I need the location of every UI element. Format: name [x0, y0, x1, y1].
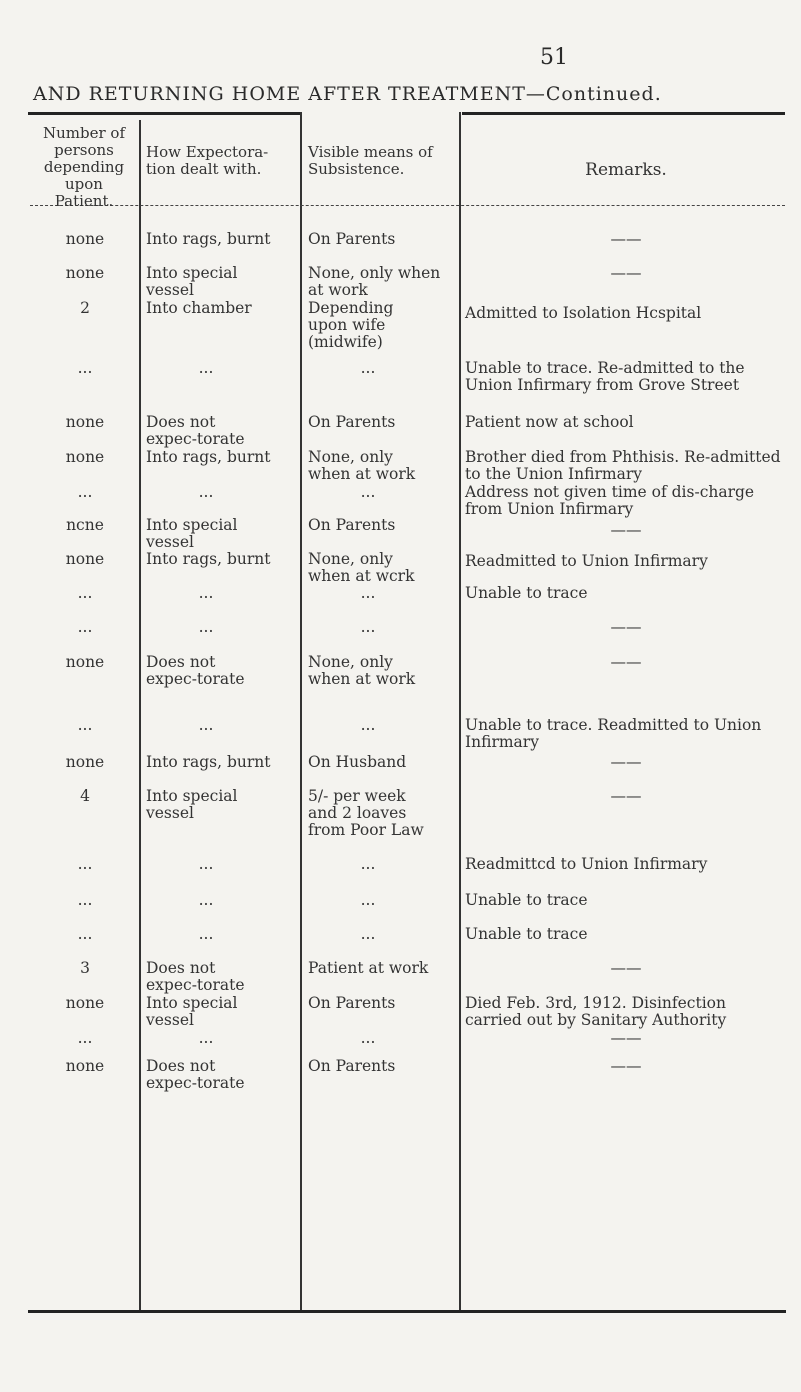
header-divider — [30, 205, 785, 206]
table-cell: ... — [360, 891, 376, 909]
table-cell: none — [65, 413, 105, 431]
top-rule-left — [28, 112, 300, 115]
table-cell: Does not expec-torate — [146, 959, 245, 994]
table-cell: ... — [360, 359, 376, 377]
table-cell: Patient at work — [308, 959, 429, 977]
table-cell: ... — [77, 855, 93, 873]
header-remarks: Remarks. — [585, 160, 667, 180]
table-cell: Unable to trace. Re-admitted to the Union Infirmary from Grove Street — [465, 359, 745, 394]
table-cell: 3 — [80, 959, 90, 977]
table-cell: Into rags, burnt — [146, 550, 271, 568]
table-cell: Brother died from Phthisis. Re-admitted to the Union Infirmary — [465, 448, 781, 483]
table-cell: —— — [610, 787, 642, 805]
table-cell: ... — [198, 925, 214, 943]
table-cell: None, only when at work — [308, 653, 416, 688]
table-cell: Does not expec-torate — [146, 413, 245, 448]
table-cell: On Parents — [308, 230, 396, 248]
table-cell: —— — [610, 959, 642, 977]
table-cell: Into special vessel — [146, 264, 238, 299]
table-cell: ... — [198, 618, 214, 636]
table-cell: ncne — [66, 516, 104, 534]
top-rule-right — [462, 112, 785, 115]
table-cell: Patient now at school — [465, 413, 634, 431]
table-cell: —— — [610, 264, 642, 282]
table-cell: ... — [77, 359, 93, 377]
table-cell: none — [65, 653, 105, 671]
table-cell: none — [65, 230, 105, 248]
table-cell: 2 — [80, 299, 90, 317]
table-cell: On Parents — [308, 413, 396, 431]
table-cell: ... — [198, 891, 214, 909]
page-title: AND RETURNING HOME AFTER TREATMENT—Continued. — [33, 83, 662, 105]
table-cell: ... — [77, 618, 93, 636]
page-number: 51 — [540, 45, 568, 70]
table-cell: ... — [198, 1029, 214, 1047]
table-cell: —— — [610, 753, 642, 771]
table-cell: none — [65, 1057, 105, 1075]
table-cell: —— — [610, 230, 642, 248]
table-cell: On Parents — [308, 516, 396, 534]
table-cell: ... — [360, 584, 376, 602]
table-cell: Readmitted to Union Infirmary — [465, 552, 708, 570]
table-cell: Readmittcd to Union Infirmary — [465, 855, 708, 873]
table-cell: Unable to trace — [465, 891, 588, 909]
table-cell: 5/- per week and 2 loaves from Poor Law — [308, 787, 424, 839]
table-cell: ... — [77, 483, 93, 501]
column-divider — [139, 120, 141, 1310]
table-cell: none — [65, 753, 105, 771]
table-cell: ... — [198, 359, 214, 377]
table-cell: none — [65, 264, 105, 282]
table-cell: —— — [610, 618, 642, 636]
table-cell: Into rags, burnt — [146, 753, 271, 771]
header-expectoration: How Expectora-tion dealt with. — [146, 143, 269, 178]
table-cell: ... — [77, 925, 93, 943]
header-subsistence: Visible means of Subsistence. — [308, 143, 433, 178]
table-cell: Into rags, burnt — [146, 230, 271, 248]
table-cell: Does not expec-torate — [146, 653, 245, 688]
table-cell: On Husband — [308, 753, 407, 771]
table-cell: Unable to trace. Readmitted to Union Infirmary — [465, 716, 762, 751]
table-cell: —— — [610, 1057, 642, 1075]
column-divider — [300, 112, 302, 1310]
table-cell: —— — [610, 653, 642, 671]
table-cell: Does not expec-torate — [146, 1057, 245, 1092]
table-cell: ... — [77, 584, 93, 602]
table-cell: ... — [77, 891, 93, 909]
column-divider — [459, 112, 461, 1310]
table-cell: Unable to trace — [465, 584, 588, 602]
table-cell: Unable to trace — [465, 925, 588, 943]
table-cell: none — [65, 448, 105, 466]
table-cell: 4 — [80, 787, 90, 805]
table-cell: —— — [610, 521, 642, 539]
header-number-of-persons: Number of persons depending upon Patient. — [42, 124, 125, 210]
table-cell: ... — [360, 855, 376, 873]
table-cell: Admitted to Isolation Hcspital — [465, 304, 702, 322]
table-cell: ... — [198, 716, 214, 734]
table-cell: ... — [77, 716, 93, 734]
table-cell: none — [65, 994, 105, 1012]
table-cell: ... — [77, 1029, 93, 1047]
table-cell: ... — [360, 618, 376, 636]
table-cell: ... — [360, 1029, 376, 1047]
table-cell: None, only when at work — [308, 448, 416, 483]
table-cell: ... — [198, 483, 214, 501]
bottom-rule — [28, 1310, 786, 1313]
table-cell: ... — [198, 584, 214, 602]
table-cell: ... — [360, 716, 376, 734]
table-cell: ... — [198, 855, 214, 873]
table-cell: ... — [360, 483, 376, 501]
table-cell: ... — [360, 925, 376, 943]
table-cell: On Parents — [308, 1057, 396, 1075]
table-cell: Into special vessel — [146, 787, 238, 822]
table-cell: Depending upon wife (midwife) — [308, 299, 394, 351]
table-cell: none — [65, 550, 105, 568]
table-cell: None, only when at work — [308, 264, 441, 299]
table-cell: Address not given time of dis-charge from Union Infirmary — [465, 483, 755, 518]
table-cell: Into special vessel — [146, 994, 238, 1029]
table-cell: Into rags, burnt — [146, 448, 271, 466]
table-cell: Into chamber — [146, 299, 252, 317]
table-cell: On Parents — [308, 994, 396, 1012]
table-cell: Into special vessel — [146, 516, 238, 551]
table-cell: —— — [610, 1029, 642, 1047]
table-cell: None, only when at wcrk — [308, 550, 415, 585]
table-cell: Died Feb. 3rd, 1912. Disinfection carried out by Sanitary Authority — [465, 994, 727, 1029]
